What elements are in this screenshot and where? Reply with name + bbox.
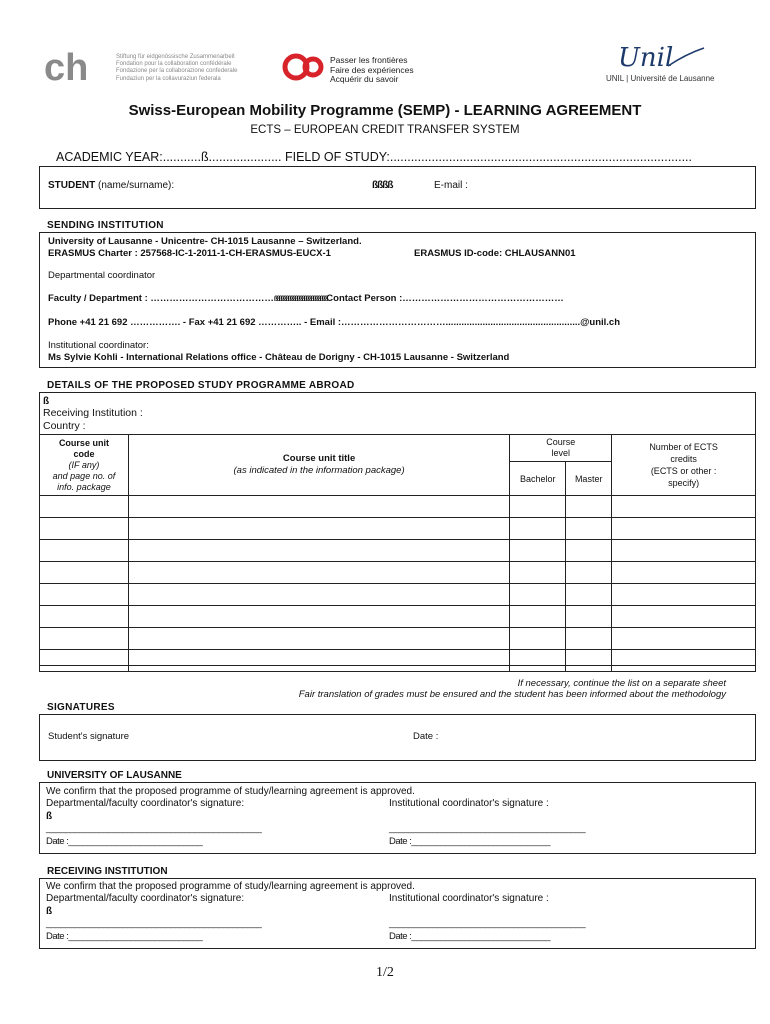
translation-note: Fair translation of grades must be ensured and the student has been informed about the methodology [298,689,726,700]
unil-marker: ß [46,811,52,822]
receiving-institution-label: Receiving Institution : [43,407,143,419]
email-label: E-mail : [434,180,468,191]
ch-foundation-logo [44,52,110,82]
col-title-line: Course unit title [282,453,356,464]
table-row [40,496,756,518]
receiving-approval-box [39,878,756,949]
receiving-inst-signature-line: _________________________________________ [389,918,586,929]
master-cell[interactable] [566,562,612,584]
col-master: Master [566,462,612,496]
institutional-coordinator-label: Institutional coordinator: [48,340,149,351]
student-label-rest: (name/surname): [95,180,175,191]
ects-cell[interactable] [612,606,756,628]
col-ects-credits [612,435,756,496]
col-code-line: (IF any) [68,459,100,470]
course-title-cell[interactable] [128,496,509,518]
col-code-line: Course unit [58,437,109,448]
bachelor-cell[interactable] [510,584,566,606]
col-course-code [40,435,129,496]
course-title-cell[interactable] [128,628,509,650]
sending-institution-box [39,232,756,368]
table-row [40,606,756,628]
receiving-dept-date: Date :____________________________ [46,931,203,942]
student-signature-label: Student's signature [48,731,130,742]
bachelor-cell[interactable] [510,518,566,540]
col-title-line: (as indicated in the information package) [233,465,405,476]
course-code-cell[interactable] [40,562,129,584]
unil-dept-signature-label: Departmental/faculty coordinator's signature: [46,798,245,809]
faculty-department-label: Faculty / Department : ………………………………… [48,293,274,304]
bachelor-cell[interactable] [510,496,566,518]
signatures-title: SIGNATURES [47,702,115,713]
course-table [39,434,756,672]
receiving-inst-date: Date :_____________________________ [389,931,551,942]
unil-logo [616,44,706,70]
course-table-header [40,435,756,462]
departmental-coordinator-label: Departmental coordinator [48,270,156,281]
bachelor-cell[interactable] [510,650,566,672]
co-tagline [330,56,414,85]
unil-dept-date: Date :____________________________ [46,836,203,847]
student-box [39,166,756,209]
unil-logo-lettering: Unil [618,44,674,70]
erasmus-charter: ERASMUS Charter : 257568-IC-1-2011-1-CH-ERASMUS-EUCX-1 [48,248,331,259]
bachelor-cell[interactable] [510,562,566,584]
ch-logo-lettering: ch [44,52,89,82]
details-title: DETAILS OF THE PROPOSED STUDY PROGRAMME ABROAD [47,380,355,391]
receiving-dept-signature-label: Departmental/faculty coordinator's signature: [46,893,245,904]
master-cell[interactable] [566,606,612,628]
sending-institution-title: SENDING INSTITUTION [47,220,164,231]
faculty-marker: ßßßßßßßßßßßßßßßßßßßßßßß [273,296,327,303]
phone-fax-email-line: Phone +41 21 692 ……………. - Fax +41 21 692 ………….. - Email :……………………………...................................................@unil.ch [48,317,621,328]
student-label-bold: STUDENT [48,180,96,191]
master-cell[interactable] [566,496,612,518]
ects-cell[interactable] [612,650,756,672]
course-code-cell[interactable] [40,628,129,650]
master-cell[interactable] [566,518,612,540]
co-line: Faire des expériences [330,64,414,75]
course-code-cell[interactable] [40,518,129,540]
table-row [40,650,756,672]
course-title-cell[interactable] [128,584,509,606]
col-course-title [128,435,509,496]
ects-cell[interactable] [612,496,756,518]
bachelor-cell[interactable] [510,540,566,562]
course-title-cell[interactable] [128,562,509,584]
ch-line: Fondation pour la collaboration confédérale [116,61,232,68]
sending-address: University of Lausanne - Unicentre- CH-1015 Lausanne – Switzerland. [48,236,362,247]
table-row [40,562,756,584]
col-level-line: Course [546,437,576,448]
master-cell[interactable] [566,650,612,672]
ects-cell[interactable] [612,518,756,540]
course-title-cell[interactable] [128,650,509,672]
ch-line: Fondazione per la collaborazione confederale [116,68,238,75]
course-title-cell[interactable] [128,540,509,562]
details-marker: ß [43,396,49,407]
col-code-line: code [73,448,95,459]
ects-cell[interactable] [612,540,756,562]
col-ects-line: (ECTS or other : [650,466,717,476]
col-bachelor: Bachelor [510,462,566,496]
table-row [40,584,756,606]
continue-note: If necessary, continue the list on a separate sheet [517,678,726,689]
co-line: Passer les frontières [330,55,408,65]
page-number: 1/2 [376,965,394,980]
document-title: Swiss-European Mobility Programme (SEMP) - LEARNING AGREEMENT [128,102,642,119]
master-cell[interactable] [566,540,612,562]
course-code-cell[interactable] [40,584,129,606]
table-row [40,518,756,540]
ch-foundation-text [116,54,237,83]
faculty-department-line [48,293,564,304]
country-label: Country : [43,420,86,432]
contact-person-label: Contact Person :…………………………………………… [326,293,564,304]
erasmus-id-code: ERASMUS ID-code: CHLAUSANN01 [414,248,576,259]
unil-approval-box [39,782,756,854]
col-ects-line: specify) [668,478,700,488]
unil-inst-date: Date :_____________________________ [389,836,551,847]
unil-inst-signature-line: _________________________________________ [389,823,586,834]
course-code-cell[interactable] [40,606,129,628]
col-ects-line: Number of ECTS [649,442,718,452]
co-line: Acquérir du savoir [330,74,399,84]
course-code-cell[interactable] [40,540,129,562]
unil-dept-signature-line: _____________________________________________ [46,823,262,834]
document-subtitle: ECTS – EUROPEAN CREDIT TRANSFER SYSTEM [250,124,520,136]
col-course-level [510,435,612,462]
ects-cell[interactable] [612,628,756,650]
course-title-cell[interactable] [128,606,509,628]
unil-confirm-text: We confirm that the proposed programme of study/learning agreement is approved. [46,786,415,797]
col-code-line: and page no. of [52,470,116,481]
academic-year-field-of-study: ACADEMIC YEAR:...........ß..................... FIELD OF STUDY:....................................................................................... [56,150,692,164]
bachelor-cell[interactable] [510,628,566,650]
unil-caption: UNIL | Université de Lausanne [606,74,715,83]
signatures-box [39,714,756,761]
table-row [40,540,756,562]
receiving-confirm-text: We confirm that the proposed programme of study/learning agreement is approved. [46,881,415,892]
institutional-coordinator: Ms Sylvie Kohli - International Relations office - Château de Dorigny - CH-1015 Lausanne - Switzerland [48,352,510,363]
ch-line: Fundaziun per la collavuraziun federala [116,75,221,82]
master-cell[interactable] [566,584,612,606]
signature-date-label: Date : [413,731,439,742]
bachelor-cell[interactable] [510,606,566,628]
ch-line: Stiftung für eidgenössische Zusammenarbeit [116,54,235,60]
ects-cell[interactable] [612,562,756,584]
receiving-marker: ß [46,906,52,917]
receiving-dept-signature-line: _____________________________________________ [46,918,262,929]
master-cell[interactable] [566,628,612,650]
col-code-line: info. package [57,481,111,492]
unil-inst-signature-label: Institutional coordinator's signature : [389,798,549,809]
student-label [48,180,174,191]
col-level-line: level [551,448,570,459]
receiving-inst-signature-label: Institutional coordinator's signature : [389,893,549,904]
course-code-cell[interactable] [40,650,129,672]
receiving-approval-title: RECEIVING INSTITUTION [47,866,168,877]
co-logo [282,53,326,81]
course-code-cell[interactable] [40,496,129,518]
unil-approval-title: UNIVERSITY OF LAUSANNE [47,770,182,781]
course-title-cell[interactable] [128,518,509,540]
student-name-marker: ßßßß [372,180,393,191]
col-ects-line: credits [670,454,697,464]
table-row [40,628,756,650]
ects-cell[interactable] [612,584,756,606]
